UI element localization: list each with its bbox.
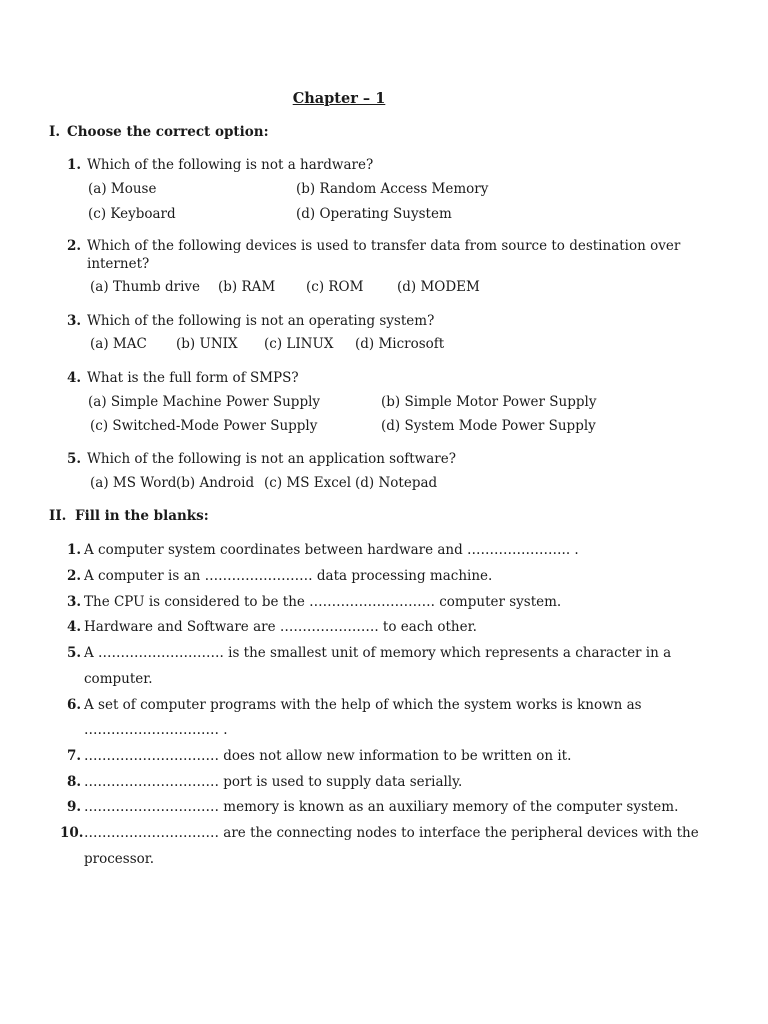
item-text: A computer system coordinates between hardware and ………………….. . — [84, 542, 579, 558]
question-number: 4. — [67, 370, 82, 386]
option: (d) Microsoft — [355, 336, 445, 352]
item-number: 2. — [67, 568, 82, 584]
item-number: 7. — [67, 748, 82, 764]
item-text: Hardware and Software are …………………. to each other. — [84, 619, 477, 635]
item-text: ………………………… memory is known as an auxiliary memory of the computer system. — [84, 799, 679, 815]
question-number: 1. — [67, 157, 82, 173]
item-text: processor. — [84, 851, 155, 867]
option: (c) MS Excel — [264, 475, 352, 491]
item-text: ………………………… . — [84, 722, 228, 738]
question-number: 3. — [67, 313, 82, 329]
section-2-label: II. — [49, 508, 67, 524]
option: (d) Notepad — [355, 475, 438, 491]
question-number: 5. — [67, 451, 82, 467]
option: (d) MODEM — [397, 279, 480, 295]
item-text: ………………………… port is used to supply data serially. — [84, 774, 463, 790]
option: (c) ROM — [306, 279, 364, 295]
item-text: A ………………………. is the smallest unit of memory which represents a character in a — [84, 645, 672, 661]
question-text: Which of the following is not an application software? — [87, 451, 456, 467]
option: (d) Operating Suystem — [296, 206, 452, 222]
option: (b) Random Access Memory — [296, 181, 489, 197]
item-number: 5. — [67, 645, 82, 661]
item-text: A computer is an …………………… data processing machine. — [84, 568, 493, 584]
item-text: ………………………… does not allow new information to be written on it. — [84, 748, 572, 764]
option: (c) Switched-Mode Power Supply — [90, 418, 318, 434]
item-number: 8. — [67, 774, 82, 790]
page-title: Chapter – 1 — [292, 90, 386, 107]
question-text: Which of the following is not an operating system? — [87, 313, 435, 329]
option: (a) Mouse — [88, 181, 157, 197]
option: (a) Simple Machine Power Supply — [88, 394, 321, 410]
item-text: computer. — [84, 671, 153, 687]
question-number: 2. — [67, 238, 82, 254]
option: (b) Simple Motor Power Supply — [381, 394, 597, 410]
question-text: internet? — [87, 256, 150, 272]
item-number: 9. — [67, 799, 82, 815]
item-text: A set of computer programs with the help of which the system works is known as — [84, 697, 642, 713]
item-text: ………………………… are the connecting nodes to interface the peripheral devices with the — [84, 825, 699, 841]
section-2-heading: Fill in the blanks: — [75, 508, 209, 524]
option: (a) Thumb drive — [90, 279, 201, 295]
option: (a) MS Word — [90, 475, 177, 491]
question-text: Which of the following is not a hardware? — [87, 157, 374, 173]
option: (c) LINUX — [264, 336, 334, 352]
option: (b) UNIX — [176, 336, 238, 352]
item-number: 4. — [67, 619, 82, 635]
item-number: 6. — [67, 697, 82, 713]
item-number: 3. — [67, 594, 82, 610]
item-number: 1. — [67, 542, 82, 558]
option: (b) RAM — [218, 279, 276, 295]
option: (a) MAC — [90, 336, 147, 352]
question-text: What is the full form of SMPS? — [87, 370, 299, 386]
section-1-label: I. — [49, 124, 61, 140]
item-number: 10. — [60, 825, 84, 841]
section-1-heading: Choose the correct option: — [67, 124, 269, 140]
item-text: The CPU is considered to be the ………………………. computer system. — [84, 594, 562, 610]
option: (b) Android — [176, 475, 255, 491]
option: (d) System Mode Power Supply — [381, 418, 596, 434]
question-text: Which of the following devices is used to transfer data from source to destination over — [87, 238, 681, 254]
option: (c) Keyboard — [88, 206, 176, 222]
